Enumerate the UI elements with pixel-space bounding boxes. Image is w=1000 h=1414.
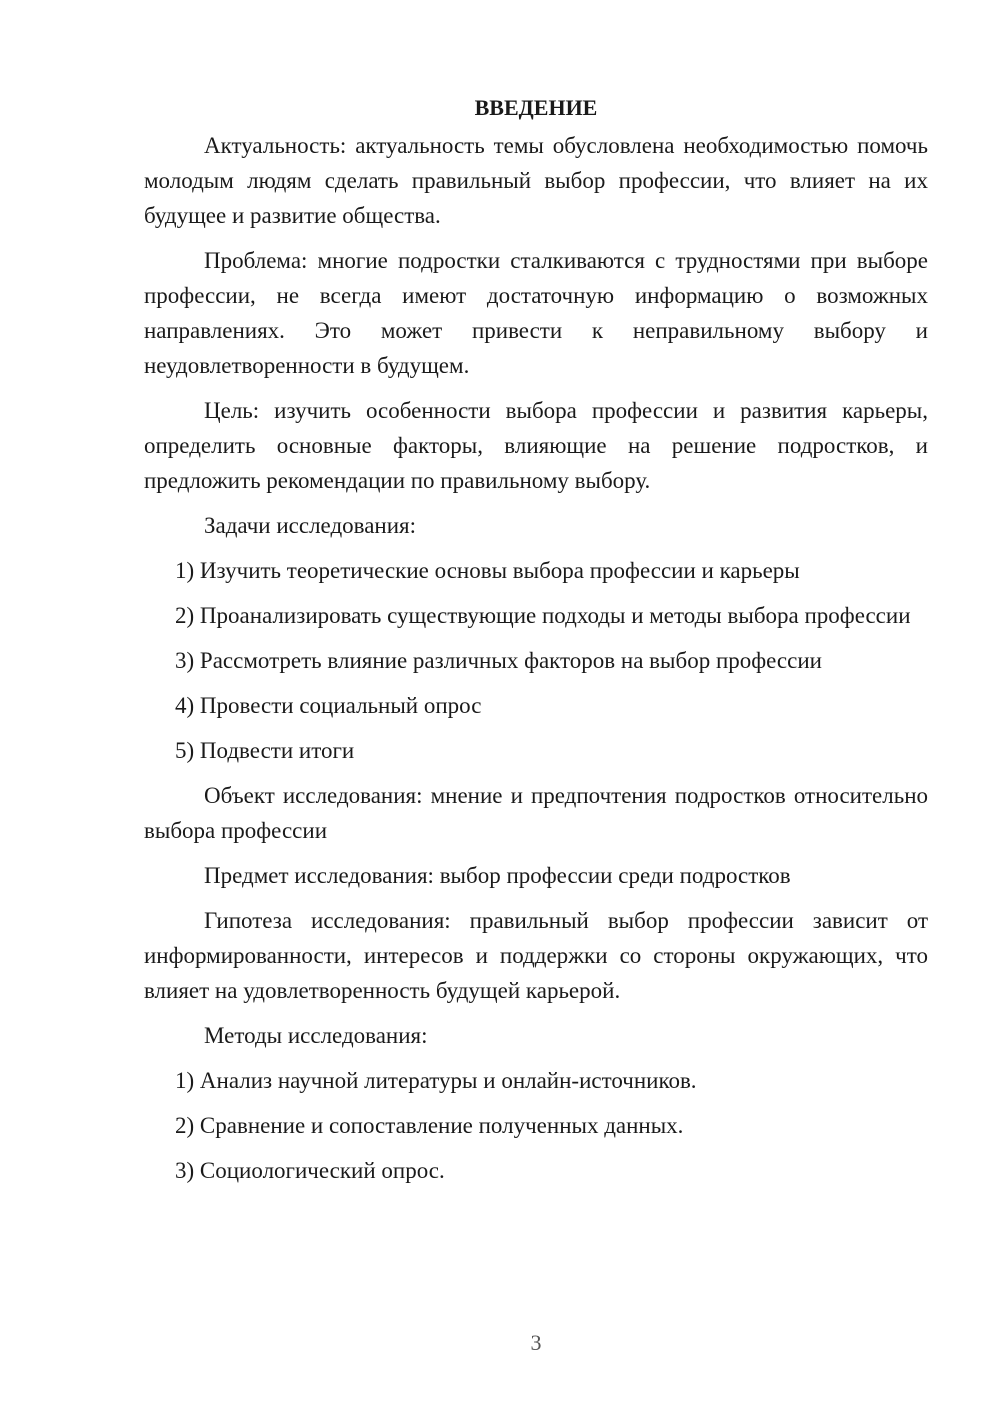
task-item: 5) Подвести итоги [175, 738, 355, 763]
methods-heading: Методы исследования: [204, 1023, 428, 1048]
object-paragraph: Объект исследования: мнение и предпочтения подростков относительно выбора профессии [144, 783, 928, 843]
task-item: 2) Проанализировать существующие подходы и методы выбора профессии [175, 603, 911, 628]
relevance-paragraph: Актуальность: актуальность темы обусловлена необходимостью помочь молодым людям сделать правильный выбор профессии, что влияет на их будущее и развитие общества. [144, 133, 928, 228]
task-item: 3) Рассмотреть влияние различных факторов на выбор профессии [175, 648, 822, 673]
goal-paragraph: Цель: изучить особенности выбора профессии и развития карьеры, определить основные факторы, влияющие на решение подростков, и предложить рекомендации по правильному выбору. [144, 398, 928, 493]
method-item: 2) Сравнение и сопоставление полученных данных. [175, 1113, 684, 1138]
problem-paragraph: Проблема: многие подростки сталкиваются с трудностями при выборе профессии, не всегда имеют достаточную информацию о возможных направлениях. Это может привести к неправильному выбору и неудовлетворенности в будущем. [144, 248, 928, 378]
page-number: 3 [530, 1330, 542, 1355]
method-item: 3) Социологический опрос. [175, 1158, 445, 1183]
hypothesis-paragraph: Гипотеза исследования: правильный выбор профессии зависит от информированности, интересов и поддержки со стороны окружающих, что влияет на удовлетворенность будущей карьерой. [144, 908, 928, 1003]
document-body [144, 88, 928, 1198]
subject-paragraph: Предмет исследования: выбор профессии среди подростков [204, 863, 791, 888]
tasks-heading: Задачи исследования: [204, 513, 417, 538]
task-item: 1) Изучить теоретические основы выбора профессии и карьеры [175, 558, 800, 583]
method-item: 1) Анализ научной литературы и онлайн-источников. [175, 1068, 697, 1093]
task-item: 4) Провести социальный опрос [175, 693, 482, 718]
section-heading: ВВЕДЕНИЕ [474, 95, 598, 120]
